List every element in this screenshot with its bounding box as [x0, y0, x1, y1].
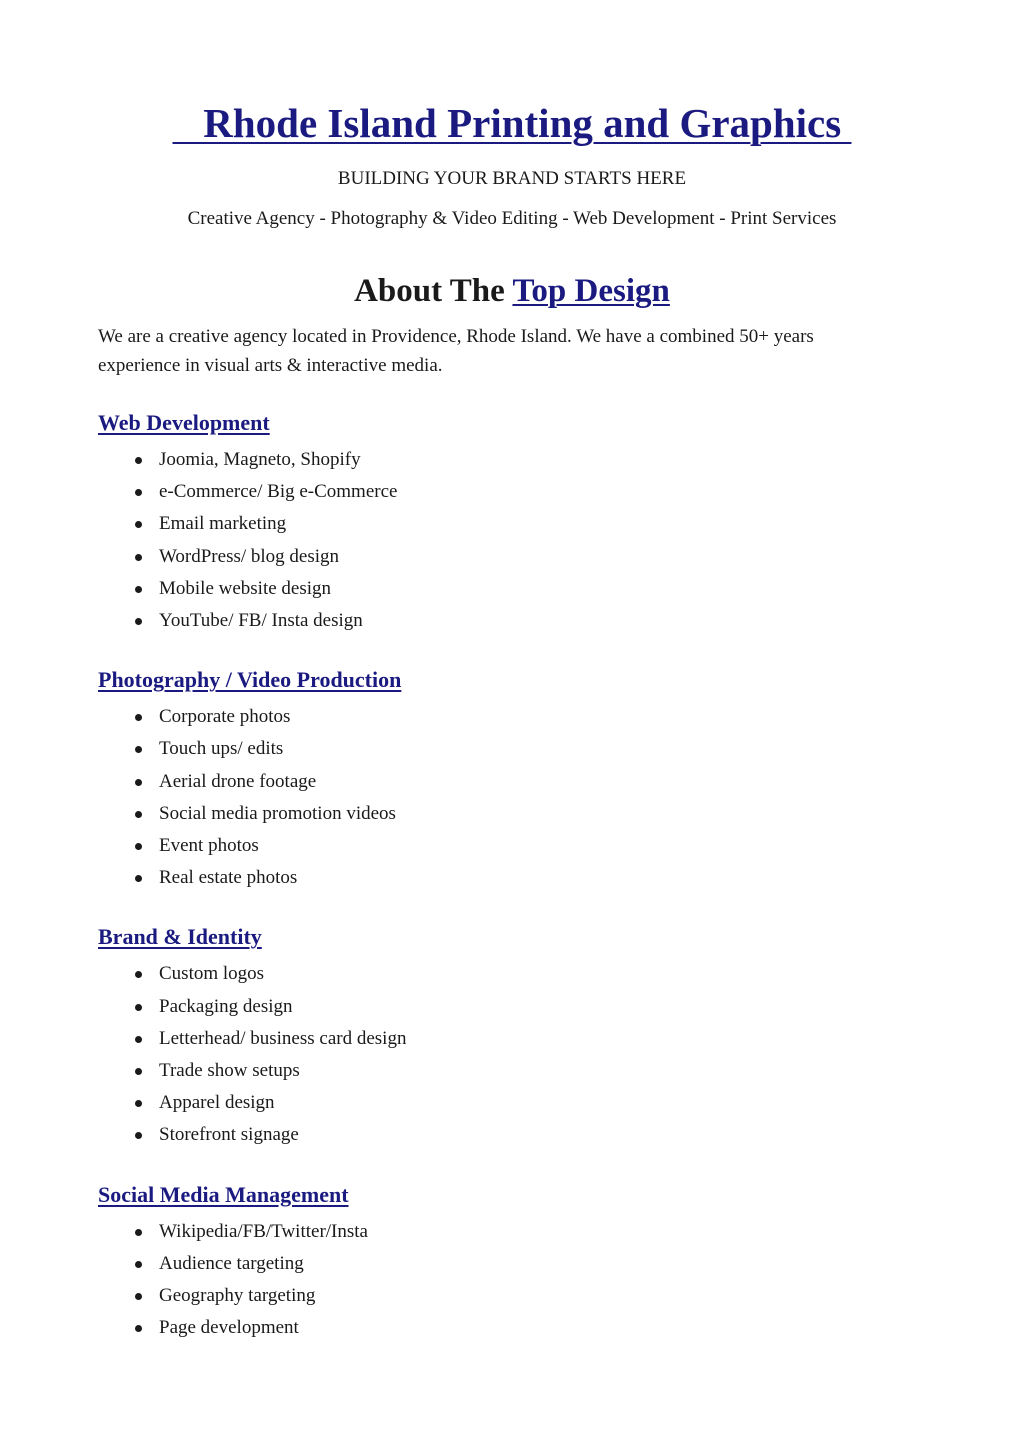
- web-development-link[interactable]: Web Development: [98, 410, 270, 435]
- bullet-icon: [135, 1293, 142, 1300]
- social-media-link[interactable]: Social Media Management: [98, 1181, 349, 1207]
- service-list: [98, 444, 926, 637]
- bullet-icon: [135, 1261, 142, 1268]
- bullet-icon: [135, 554, 142, 561]
- section-heading: [98, 922, 926, 952]
- list-item-text: Mobile website design: [159, 577, 332, 599]
- list-item: [98, 476, 926, 508]
- list-item: [98, 1087, 926, 1119]
- bullet-icon: [135, 586, 142, 593]
- bullet-icon: [135, 971, 142, 978]
- photography-video-link[interactable]: Photography / Video Production: [98, 667, 402, 693]
- list-item: [98, 1055, 926, 1087]
- list-item: [98, 701, 926, 733]
- list-item-text: e-Commerce/ Big e-Commerce: [159, 481, 398, 503]
- bullet-icon: [135, 489, 142, 496]
- section-photography-video: [98, 665, 926, 894]
- bullet-icon: [135, 843, 142, 850]
- section-heading: [98, 1180, 926, 1210]
- list-item-text: Wikipedia/FB/Twitter/Insta: [159, 1220, 368, 1242]
- list-item: [98, 733, 926, 765]
- bullet-icon: [135, 1068, 142, 1075]
- list-item: [98, 444, 926, 476]
- list-item-text: Social media promotion videos: [159, 802, 396, 824]
- list-item-text: Page development: [159, 1317, 299, 1339]
- list-item-text: Custom logos: [159, 963, 265, 985]
- services-summary: Creative Agency - Photography & Video Editing - Web Development - Print Services: [187, 208, 837, 229]
- services-sections: [98, 408, 926, 1344]
- bullet-icon: [135, 1004, 142, 1011]
- page-title-container: [98, 0, 926, 148]
- bullet-icon: [135, 746, 142, 753]
- section-heading: [98, 665, 926, 695]
- list-item: [98, 573, 926, 605]
- list-item: [98, 1216, 926, 1248]
- list-item-text: Packaging design: [159, 995, 293, 1017]
- list-item-text: YouTube/ FB/ Insta design: [159, 610, 363, 632]
- list-item: [98, 1280, 926, 1312]
- section-heading: [98, 408, 926, 438]
- top-design-link[interactable]: Top Design: [512, 273, 670, 309]
- bullet-icon: [135, 457, 142, 464]
- about-heading: [98, 270, 926, 312]
- bullet-icon: [135, 618, 142, 625]
- list-item: [98, 1312, 926, 1344]
- list-item-text: Real estate photos: [159, 867, 298, 889]
- list-item: [98, 1119, 926, 1151]
- list-item-text: Corporate photos: [159, 706, 291, 728]
- list-item: [98, 1023, 926, 1055]
- bullet-icon: [135, 779, 142, 786]
- list-item: [98, 958, 926, 990]
- about-text: We are a creative agency located in Providence, Rhode Island. We have a combined 50+ years experience in visual arts & interactive media.: [98, 326, 814, 376]
- bullet-icon: [135, 1229, 142, 1236]
- list-item-text: Geography targeting: [159, 1285, 316, 1307]
- list-item: [98, 508, 926, 540]
- about-heading-prefix: About The: [354, 273, 513, 309]
- service-list: [98, 958, 926, 1151]
- list-item: [98, 605, 926, 637]
- list-item-text: Apparel design: [159, 1092, 275, 1114]
- list-item: [98, 830, 926, 862]
- bullet-icon: [135, 811, 142, 818]
- list-item-text: Event photos: [159, 835, 259, 857]
- list-item-text: Storefront signage: [159, 1124, 299, 1146]
- bullet-icon: [135, 1325, 142, 1332]
- tagline: BUILDING YOUR BRAND STARTS HERE: [337, 168, 687, 189]
- bullet-icon: [135, 714, 142, 721]
- section-web-development: [98, 408, 926, 637]
- brand-identity-link[interactable]: Brand & Identity: [98, 924, 262, 950]
- list-item: [98, 991, 926, 1023]
- list-item-text: WordPress/ blog design: [159, 545, 340, 567]
- list-item: [98, 541, 926, 573]
- list-item: [98, 862, 926, 894]
- list-item-text: Email marketing: [159, 513, 287, 535]
- list-item: [98, 1248, 926, 1280]
- list-item-text: Touch ups/ edits: [159, 738, 284, 760]
- page-title-link[interactable]: Rhode Island Printing and Graphics: [172, 100, 852, 146]
- list-item-text: Audience targeting: [159, 1252, 304, 1274]
- bullet-icon: [135, 1036, 142, 1043]
- bullet-icon: [135, 1132, 142, 1139]
- list-item-text: Aerial drone footage: [159, 770, 317, 792]
- service-list: [98, 701, 926, 894]
- list-item: [98, 766, 926, 798]
- bullet-icon: [135, 875, 142, 882]
- service-list: [98, 1216, 926, 1345]
- list-item-text: Letterhead/ business card design: [159, 1027, 407, 1049]
- list-item-text: Joomia, Magneto, Shopify: [159, 449, 361, 470]
- bullet-icon: [135, 521, 142, 528]
- section-brand-identity: [98, 922, 926, 1151]
- list-item-text: Trade show setups: [159, 1060, 300, 1082]
- list-item: [98, 798, 926, 830]
- section-social-media: [98, 1180, 926, 1345]
- bullet-icon: [135, 1100, 142, 1107]
